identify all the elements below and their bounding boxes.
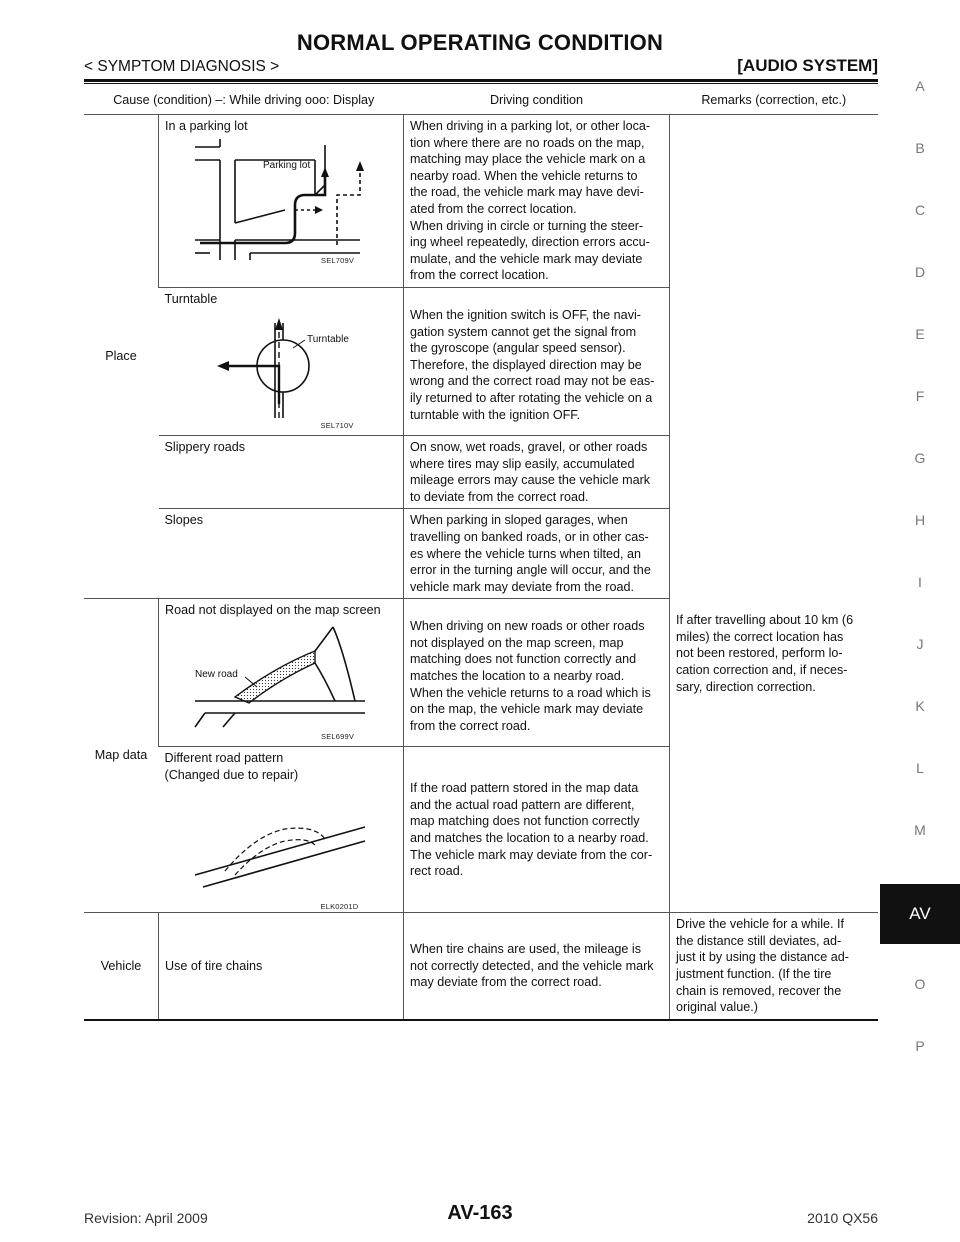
figure-code: SEL709V [321, 255, 355, 265]
driving-cell [404, 435, 670, 508]
group-map: Map data [84, 599, 159, 913]
figure-code: ELK0201D [320, 902, 359, 912]
condition-label: Slippery roads [164, 439, 246, 454]
index-letter[interactable]: I [918, 574, 922, 590]
driving-text: When parking in sloped garages, when travelling on banked roads, or in other cas- es where the vehicle turns when tilted, an error in the turning angle will occur, and the vehicle mark may deviate from the road. [410, 513, 651, 594]
driving-text: When tire chains are used, the mileage is not correctly detected, and the vehicle mark may deviate from the correct road. [410, 942, 654, 990]
page-title: NORMAL OPERATING CONDITION [296, 30, 664, 55]
parking-lot-figure [165, 135, 385, 265]
header-cause: Cause (condition) –: While driving ooo: Display [84, 86, 404, 115]
index-letter[interactable]: P [915, 1038, 925, 1054]
condition-cell [159, 599, 404, 747]
index-letter[interactable]: F [915, 388, 925, 404]
figure-label: New road [195, 668, 238, 680]
figure-code: SEL710V [320, 420, 354, 430]
shared-remark-cell [670, 115, 879, 913]
group-place: Place [84, 115, 159, 599]
figure-label: Parking lot [263, 159, 311, 171]
index-letter[interactable]: E [915, 326, 925, 342]
driving-text: When driving on new roads or other roads not displayed on the map screen, map matching does not function correctly and matches the location to a nearby road. When the vehicle returns to a road which is on the map, the vehicle mark may deviate from the correct road. [410, 619, 651, 733]
header-remarks: Remarks (correction, etc.) [670, 86, 879, 115]
driving-text: When the ignition switch is OFF, the navi- gation system cannot get the signal from the gyroscope (angular speed sensor). Therefore, the displayed direction may be wrong and the correct road may not be eas- ily returned to after rotating the vehicle on a turntable with the ignition OFF. [410, 307, 655, 422]
driving-cell [404, 747, 670, 913]
turntable-diagram [165, 308, 385, 426]
index-letter[interactable]: A [915, 78, 925, 94]
index-letter[interactable]: L [916, 760, 924, 776]
header-driving: Driving condition [404, 86, 670, 115]
driving-cell [404, 913, 670, 1020]
new-road-diagram [165, 619, 385, 737]
condition-cell [159, 509, 404, 599]
condition-label: Different road pattern (Changed due to repair) [164, 751, 299, 782]
index-letter[interactable]: J [916, 636, 924, 652]
parking-lot-diagram [165, 135, 385, 265]
remark-text: Drive the vehicle for a while. If the distance still deviates, ad- just it by using the distance ad- justment function. (If the tire chain is removed, recover the original value.) [676, 917, 849, 1015]
index-letter[interactable]: H [914, 512, 926, 528]
driving-cell [404, 115, 670, 288]
index-letter[interactable]: O [914, 976, 926, 992]
header-rule-thin [84, 83, 878, 84]
driving-cell [404, 287, 670, 435]
condition-label: Road not displayed on the map screen [165, 603, 381, 618]
index-letter[interactable]: B [915, 140, 925, 156]
condition-cell [159, 287, 404, 435]
table-row [84, 115, 878, 288]
index-active-tab[interactable]: AV [880, 884, 960, 944]
condition-cell [159, 913, 404, 1020]
condition-label: Use of tire chains [165, 958, 263, 973]
condition-label: In a parking lot [165, 119, 248, 133]
system-label: [AUDIO SYSTEM] [737, 56, 878, 75]
table-header-row [84, 86, 878, 115]
road-pattern-diagram [165, 783, 385, 907]
section-breadcrumb: < SYMPTOM DIAGNOSIS > [84, 58, 280, 75]
driving-cell [404, 599, 670, 747]
remark-cell [670, 913, 879, 1020]
turntable-figure [165, 308, 385, 430]
condition-label: Turntable [164, 291, 218, 306]
index-letter[interactable]: K [915, 698, 925, 714]
condition-cell [159, 747, 404, 913]
page-number: AV-163 [447, 1202, 513, 1224]
driving-text: When driving in a parking lot, or other loca- tion where there are no roads on the map, matching may place the vehicle mark on a nearby road. When the vehicle returns to the road, the vehicle mark may have devi- ated from the correct location. When driving in circle or turning the steer- ing wheel repeatedly, direction errors accu- mulate, and the vehicle mark may deviate from the correct location. [410, 119, 651, 283]
index-letter[interactable]: G [914, 450, 926, 466]
header-rule [84, 79, 878, 82]
normal-condition-table [84, 86, 878, 1021]
group-vehicle: Vehicle [84, 913, 159, 1020]
condition-cell [159, 435, 404, 508]
revision-date: Revision: April 2009 [84, 1210, 208, 1226]
road-pattern-figure [165, 783, 385, 912]
table-row [84, 913, 878, 1020]
index-letter[interactable]: D [914, 264, 926, 280]
new-road-figure [165, 619, 385, 741]
index-letter[interactable]: C [914, 202, 926, 218]
figure-label: Turntable [306, 333, 349, 345]
model-label: 2010 QX56 [807, 1210, 878, 1226]
driving-text: If the road pattern stored in the map data and the actual road pattern are different, map matching does not function correctly and matches the location to a nearby road. The vehicle mark may deviate from the cor- rect road. [410, 781, 653, 879]
side-index [880, 78, 960, 1228]
condition-label: Slopes [164, 513, 204, 528]
figure-code: SEL699V [321, 731, 355, 741]
condition-cell [159, 115, 404, 288]
remark-text: If after travelling about 10 km (6 miles) the correct location has not been restored, perform lo- cation correction and, if neces- sary, direction correction. [676, 613, 854, 694]
driving-cell [404, 509, 670, 599]
index-letter[interactable]: M [914, 822, 926, 838]
driving-text: On snow, wet roads, gravel, or other roads where tires may slip easily, accumulated mileage errors may cause the vehicle mark to deviate from the correct road. [410, 439, 651, 504]
